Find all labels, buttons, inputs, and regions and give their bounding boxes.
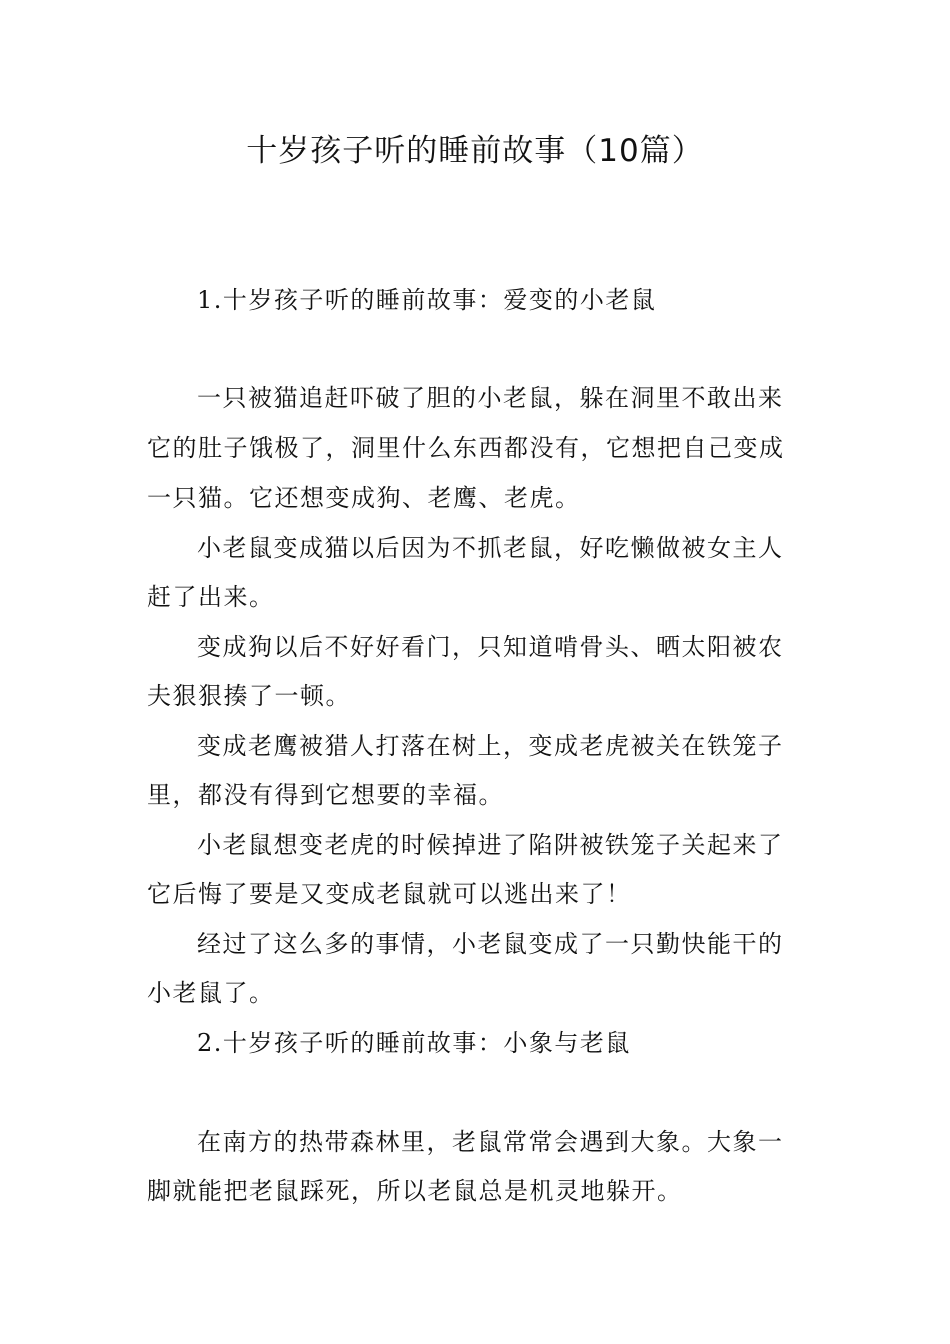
paragraph-line: 小老鼠了。 [147, 979, 275, 1007]
paragraph-line: 它后悔了要是又变成老鼠就可以逃出来了！ [147, 880, 632, 908]
paragraph-line: 一只被猫追赶吓破了胆的小老鼠，躲在洞里不敢出来 [197, 384, 784, 412]
story-heading-2: 2.十岁孩子听的睡前故事：小象与老鼠 [197, 1029, 631, 1057]
story-heading-1: 1.十岁孩子听的睡前故事：爱变的小老鼠 [197, 286, 657, 314]
paragraph-line: 里，都没有得到它想要的幸福。 [147, 781, 504, 809]
paragraph-line: 赶了出来。 [147, 583, 275, 611]
paragraph-line: 小老鼠变成猫以后因为不抓老鼠，好吃懒做被女主人 [197, 534, 784, 562]
document-title: 十岁孩子听的睡前故事（10篇） [246, 133, 704, 169]
paragraph-line: 在南方的热带森林里，老鼠常常会遇到大象。大象一 [197, 1128, 784, 1156]
paragraph-line: 经过了这么多的事情，小老鼠变成了一只勤快能干的 [197, 930, 784, 958]
paragraph-line: 一只猫。它还想变成狗、老鹰、老虎。 [147, 484, 581, 512]
paragraph-line: 它的肚子饿极了，洞里什么东西都没有，它想把自己变成 [147, 434, 785, 462]
paragraph-line: 变成老鹰被猎人打落在树上，变成老虎被关在铁笼子 [197, 732, 784, 760]
paragraph-line: 夫狠狠揍了一顿。 [147, 682, 351, 710]
paragraph-line: 脚就能把老鼠踩死，所以老鼠总是机灵地躲开。 [147, 1177, 683, 1205]
paragraph-line: 小老鼠想变老虎的时候掉进了陷阱被铁笼子关起来了 [197, 831, 784, 859]
paragraph-line: 变成狗以后不好好看门，只知道啃骨头、晒太阳被农 [197, 633, 784, 661]
